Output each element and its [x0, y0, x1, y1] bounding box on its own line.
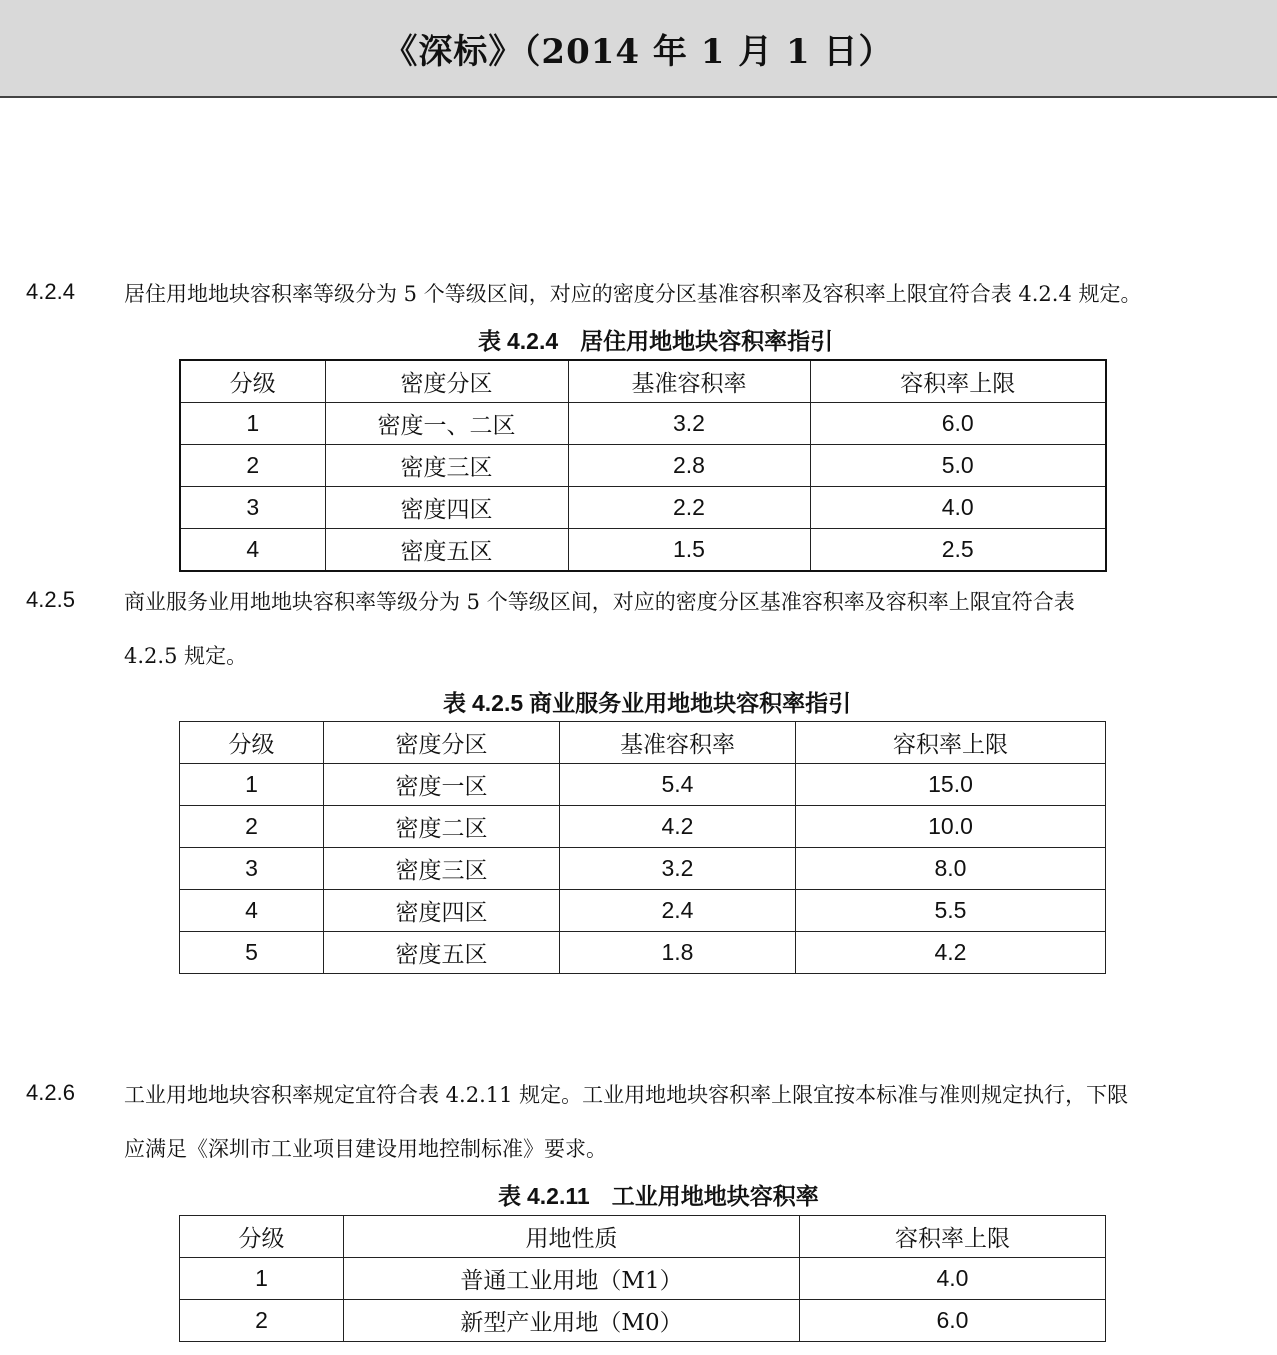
table-cell: 8.0 [796, 848, 1106, 890]
section-number: 4.2.4 [26, 279, 75, 304]
table-cell: 2.8 [568, 445, 810, 487]
table-cell: 1.5 [568, 529, 810, 572]
table-cell: 密度三区 [324, 848, 560, 890]
caption-number: 4.2.11 [527, 1183, 590, 1209]
table-cell: 10.0 [796, 806, 1106, 848]
table-cell: 5.4 [560, 764, 796, 806]
table-cell: 3 [180, 848, 324, 890]
table-header-row [180, 1216, 1106, 1258]
caption-number: 4.2.5 [472, 690, 524, 716]
table-cell: 密度三区 [325, 445, 568, 487]
table-cell: 2.5 [810, 529, 1106, 572]
table-caption [443, 685, 851, 718]
column-header: 用地性质 [344, 1216, 800, 1258]
table-cell: 5 [180, 932, 324, 974]
caption-prefix: 表 [478, 328, 501, 355]
table-cell: 密度五区 [324, 932, 560, 974]
table-cell: 1 [180, 764, 324, 806]
section-text-line: 商业服务业用地地块容积率等级分为 5 个等级区间，对应的密度分区基准容积率及容积率上限宜符合表 [124, 590, 1075, 614]
caption-title: 工业用地地块容积率 [611, 1183, 819, 1210]
column-header: 密度分区 [324, 722, 560, 764]
table-cell: 密度五区 [325, 529, 568, 572]
column-header: 基准容积率 [568, 360, 810, 403]
column-header: 容积率上限 [810, 360, 1106, 403]
table-cell: 6.0 [800, 1300, 1106, 1342]
table-cell: 2 [180, 806, 324, 848]
section-text-line: 应满足《深圳市工业项目建设用地控制标准》要求。 [124, 1137, 607, 1161]
table-cell: 普通工业用地（M1） [344, 1258, 800, 1300]
table-cell: 1 [180, 403, 325, 445]
table-caption [478, 323, 833, 356]
table-cell: 密度一、二区 [325, 403, 568, 445]
section-number: 4.2.5 [26, 587, 75, 612]
table-row [180, 1300, 1106, 1342]
table-cell: 密度四区 [325, 487, 568, 529]
table-row [180, 890, 1106, 932]
table-cell: 新型产业用地（M0） [344, 1300, 800, 1342]
column-header: 容积率上限 [796, 722, 1106, 764]
column-header: 容积率上限 [800, 1216, 1106, 1258]
column-header: 分级 [180, 722, 324, 764]
table-row [180, 445, 1106, 487]
table-cell: 2 [180, 1300, 344, 1342]
table-row [180, 764, 1106, 806]
table-row [180, 932, 1106, 974]
page-header [0, 0, 1277, 98]
table-header-row [180, 722, 1106, 764]
table-cell: 4.0 [800, 1258, 1106, 1300]
column-header: 基准容积率 [560, 722, 796, 764]
table-row [180, 529, 1106, 572]
caption-title: 居住用地地块容积率指引 [580, 328, 834, 355]
column-header: 密度分区 [325, 360, 568, 403]
table-row [180, 806, 1106, 848]
caption-number: 4.2.4 [507, 328, 559, 354]
table-cell: 密度一区 [324, 764, 560, 806]
table-cell: 1 [180, 1258, 344, 1300]
table-cell: 2.2 [568, 487, 810, 529]
table-cell: 15.0 [796, 764, 1106, 806]
table-caption [498, 1178, 819, 1211]
page-title: 《深标》（2014 年 1 月 1 日） [383, 31, 894, 72]
table-row [180, 487, 1106, 529]
table-4-2-4 [179, 359, 1107, 572]
column-header: 分级 [180, 1216, 344, 1258]
table-cell: 密度二区 [324, 806, 560, 848]
table-cell: 6.0 [810, 403, 1106, 445]
caption-title: 商业服务业用地地块容积率指引 [529, 690, 852, 717]
table-row [180, 1258, 1106, 1300]
section-text-line: 居住用地地块容积率等级分为 5 个等级区间，对应的密度分区基准容积率及容积率上限宜符合表 4.2.4 规定。 [124, 282, 1142, 306]
section-text-line: 4.2.5 规定。 [124, 644, 248, 668]
table-cell: 4 [180, 529, 325, 572]
table-cell: 1.8 [560, 932, 796, 974]
table-4-2-5 [179, 721, 1106, 974]
table-cell: 2.4 [560, 890, 796, 932]
table-row [180, 403, 1106, 445]
table-cell: 密度四区 [324, 890, 560, 932]
table-cell: 4 [180, 890, 324, 932]
table-cell: 4.2 [796, 932, 1106, 974]
table-cell: 3.2 [560, 848, 796, 890]
table-cell: 4.0 [810, 487, 1106, 529]
table-header-row [180, 360, 1106, 403]
table-cell: 5.0 [810, 445, 1106, 487]
column-header: 分级 [180, 360, 325, 403]
table-cell: 3.2 [568, 403, 810, 445]
table-4-2-11 [179, 1215, 1106, 1342]
table-row [180, 848, 1106, 890]
table-cell: 4.2 [560, 806, 796, 848]
caption-prefix: 表 [498, 1183, 521, 1210]
caption-prefix: 表 [443, 690, 466, 717]
table-cell: 5.5 [796, 890, 1106, 932]
section-number: 4.2.6 [26, 1080, 75, 1105]
section-text-line: 工业用地地块容积率规定宜符合表 4.2.11 规定。工业用地地块容积率上限宜按本标准与准则规定执行，下限 [124, 1083, 1129, 1107]
table-cell: 3 [180, 487, 325, 529]
table-cell: 2 [180, 445, 325, 487]
